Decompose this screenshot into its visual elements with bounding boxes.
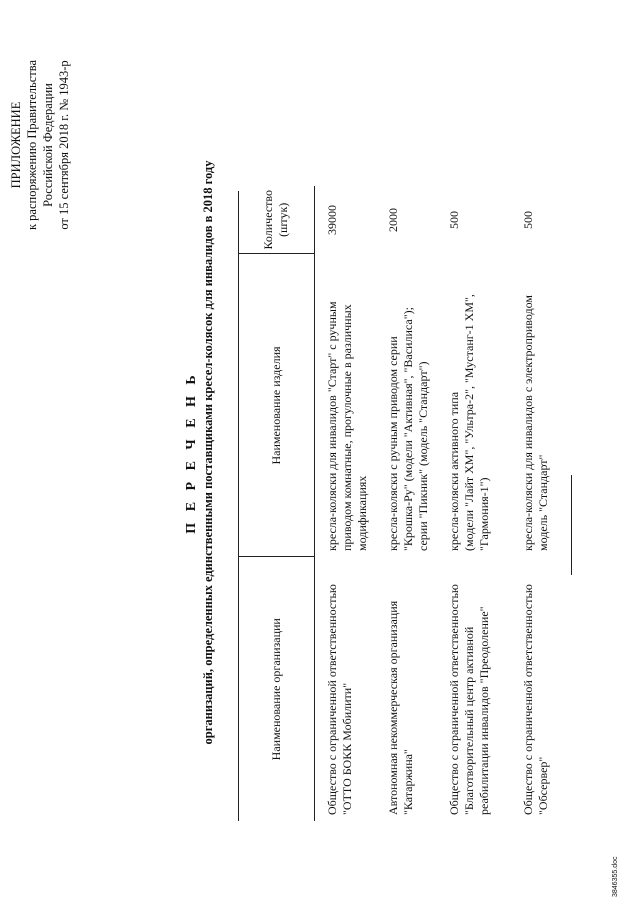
quantity-cell: 39000 xyxy=(325,205,339,236)
suppliers-table xyxy=(238,186,573,821)
table-row xyxy=(315,186,377,821)
product-cell xyxy=(437,254,511,557)
cell-line: кресла-коляски для инвалидов "Старт" с ручным xyxy=(325,301,339,551)
table-row xyxy=(376,186,437,821)
cell-line: "Катаржина" xyxy=(401,749,415,815)
cell-line: "ОТТО БОКК Мобилити" xyxy=(340,682,354,815)
appendix-line: от 15 сентября 2018 г. № 1943-р xyxy=(57,60,71,230)
column-header-organization: Наименование организации xyxy=(238,557,315,821)
document-file-id: 3846355.doc xyxy=(612,856,619,897)
table-row xyxy=(511,186,573,821)
product-cell xyxy=(511,254,573,557)
quantity-cell: 500 xyxy=(521,211,535,230)
appendix-line: Российской Федерации xyxy=(41,83,55,207)
cell-line: "Гармония-1") xyxy=(477,477,491,551)
table-row xyxy=(437,186,511,821)
document-title: П Е Р Е Ч Е Н Ь xyxy=(184,371,199,534)
column-header-quantity xyxy=(238,186,315,254)
appendix-title: ПРИЛОЖЕНИЕ xyxy=(9,101,23,189)
organization-cell xyxy=(315,557,377,821)
appendix-block xyxy=(8,15,72,275)
table-header-row xyxy=(238,186,315,821)
cell-line: "Крошка-Ру" (модели "Активная", "Василиса"); xyxy=(401,307,415,551)
cell-line: (модели "Лайт ХМ", "Ультра-2", "Мустанг-1 ХМ", xyxy=(462,294,476,551)
document-subtitle: организаций, определенных единственными поставщиками кресел-колясок для инвалидов в 2018 году xyxy=(201,160,215,745)
column-header-product: Наименование изделия xyxy=(238,254,315,557)
organization-cell xyxy=(376,557,437,821)
cell-line: кресла-коляски для инвалидов с электроприводом xyxy=(521,294,535,551)
cell-line: модификациях xyxy=(355,475,369,551)
cell-line: Общество с ограниченной ответственностью xyxy=(521,584,535,815)
cell-line: Общество с ограниченной ответственностью xyxy=(447,584,461,815)
organization-cell xyxy=(511,557,573,821)
product-cell xyxy=(376,254,437,557)
cell-line: "Обсервер" xyxy=(536,756,550,815)
cell-line: "Благотворительный центр активной xyxy=(462,626,476,815)
organization-cell xyxy=(437,557,511,821)
quantity-cell: 2000 xyxy=(386,208,400,233)
cell-line: серии "Пикник" (модель "Стандарт") xyxy=(416,361,430,551)
cell-line: приводом комнатные, прогулочные в различных xyxy=(340,304,354,551)
cell-line: модель "Стандарт" xyxy=(536,454,550,551)
column-header-quantity-line: Количество xyxy=(261,190,275,250)
cell-line: кресла-коляски с ручным приводом серии xyxy=(386,336,400,551)
cell-line: Общество с ограниченной ответственностью xyxy=(325,584,339,815)
cell-line: Автономная некоммерческая организация xyxy=(386,600,400,815)
product-cell xyxy=(315,254,377,557)
cell-line: реабилитации инвалидов "Преодоление" xyxy=(477,606,491,815)
end-separator-line xyxy=(571,475,572,575)
column-header-quantity-unit: (штук) xyxy=(276,202,290,237)
appendix-line: к распоряжению Правительства xyxy=(25,60,39,231)
quantity-cell: 500 xyxy=(447,211,461,230)
cell-line: кресла-коляски активного типа xyxy=(447,391,461,551)
